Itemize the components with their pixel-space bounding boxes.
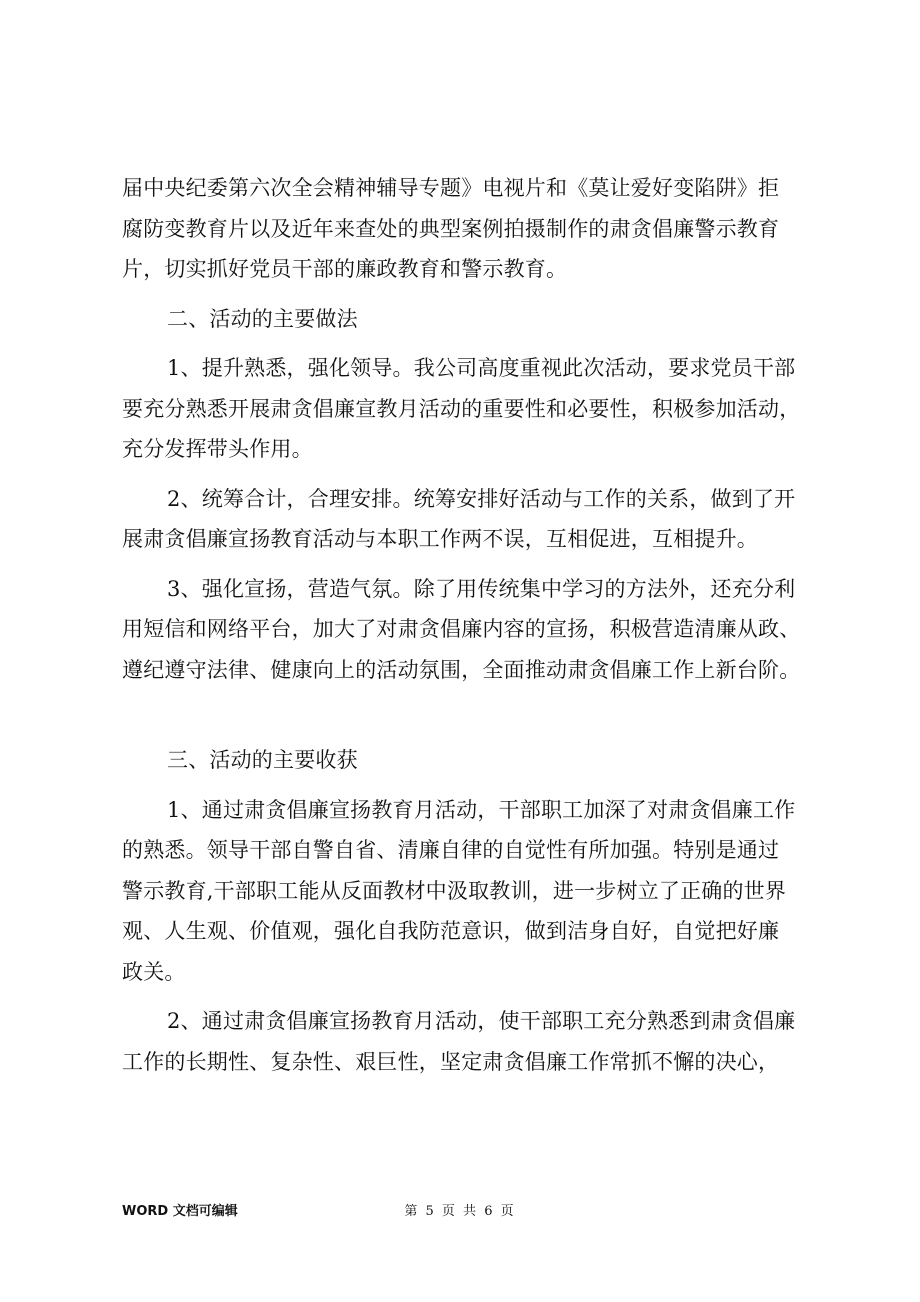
footer-editable-label: WORD 文档可编辑: [122, 1204, 238, 1219]
page-footer: [0, 1200, 920, 1220]
body-line: 遵纪遵守法律、健康向上的活动氛围，全面推动肃贪倡廉工作上新台阶。: [122, 657, 801, 682]
body-line: 的熟悉。领导干部自警自省、清廉自律的自觉性有所加强。特别是通过: [122, 838, 780, 862]
body-line: 用短信和网络平台，加大了对肃贪倡廉内容的宣扬，积极营造清廉从政、: [122, 617, 801, 641]
body-line: 1、通过肃贪倡廉宣扬教育月活动，干部职工加深了对肃贪倡廉工作: [167, 797, 796, 822]
body-line: 观、人生观、价值观，强化自我防范意识，做到洁身自好，自觉把好廉: [122, 919, 780, 943]
body-line: 政关。: [122, 959, 186, 984]
body-line: 届中央纪委第六次全会精神辅导专题》电视片和《莫让爱好变陷阱》拒: [122, 176, 780, 200]
body-line: 腐防变教育片以及近年来查处的典型案例拍摄制作的肃贪倡廉警示教育: [122, 216, 780, 241]
body-line: 要充分熟悉开展肃贪倡廉宣教月活动的重要性和必要性，积极参加活动，: [122, 396, 801, 421]
page-number: 第 5 页 共 6 页: [404, 1204, 516, 1219]
section-heading-2: 二、活动的主要做法: [167, 306, 358, 331]
body-line: 警示教育,干部职工能从反面教材中汲取教训，进一步树立了正确的世界: [122, 878, 787, 903]
body-line: 3、强化宣扬，营造气氛。除了用传统集中学习的方法外，还充分利: [167, 576, 796, 601]
body-line: 2、统筹合计，合理安排。统筹安排好活动与工作的关系，做到了开: [167, 486, 796, 511]
body-line: 2、通过肃贪倡廉宣扬教育月活动，使干部职工充分熟悉到肃贪倡廉: [167, 1009, 796, 1033]
body-line: 工作的长期性、复杂性、艰巨性，坚定肃贪倡廉工作常抓不懈的决心，: [122, 1049, 780, 1074]
document-body: [122, 168, 804, 1082]
body-line: 展肃贪倡廉宣扬教育活动与本职工作两不误，互相促进，互相提升。: [122, 527, 758, 551]
body-line: 片，切实抓好党员干部的廉政教育和警示教育。: [122, 257, 568, 281]
body-line: 充分发挥带头作用。: [122, 437, 313, 461]
section-heading-3: 三、活动的主要收获: [167, 748, 358, 772]
body-line: 1、提升熟悉，强化领导。我公司高度重视此次活动，要求党员干部: [167, 356, 796, 380]
